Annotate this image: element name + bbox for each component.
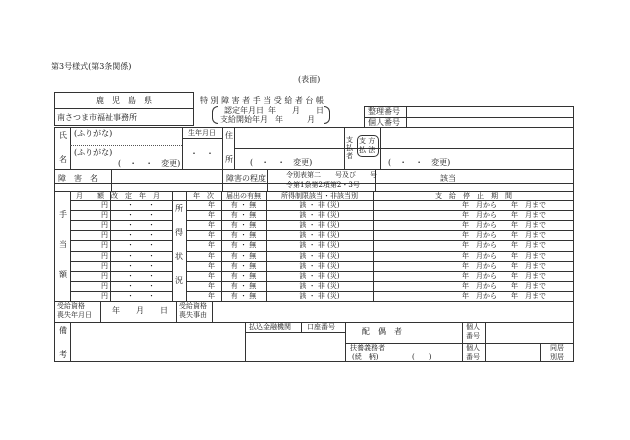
row-yes-no: 有 ・ 無 bbox=[230, 241, 257, 250]
history-limit-header: 所得制限該当・非該当別 bbox=[281, 192, 358, 200]
row-applicable: 該 ・ 非 (災) bbox=[299, 291, 340, 300]
row-applicable: 該 ・ 非 (災) bbox=[299, 221, 340, 230]
row-applicable: 該 ・ 非 (災) bbox=[299, 231, 340, 240]
row-year: 年 bbox=[208, 281, 215, 290]
history-month-header: 月 額 改 定 年 月 bbox=[76, 192, 160, 200]
pay-start-label: 支給開始年月 bbox=[220, 115, 268, 124]
row-stop-period: 年 月から 年 月まで bbox=[462, 261, 546, 270]
history-stop-header: 支 給 停 止 期 間 bbox=[435, 192, 512, 200]
lost-reason-label-2: 喪失事由 bbox=[179, 311, 207, 319]
row-yen: 円 bbox=[101, 231, 108, 240]
row-applicable: 該 ・ 非 (災) bbox=[299, 271, 340, 280]
row-date: ・ ・ bbox=[127, 281, 155, 290]
income-char-1: 所 bbox=[175, 204, 183, 213]
allowance-char-2: 当 bbox=[59, 240, 67, 249]
bank-label: 払込金融機関 bbox=[249, 323, 291, 331]
row-date: ・ ・ bbox=[127, 221, 155, 230]
disability-table-line-2: 令第1条第2項第2・3号 bbox=[286, 181, 360, 189]
remarks-char-2: 考 bbox=[59, 350, 67, 359]
row-year: 年 bbox=[208, 261, 215, 270]
prefecture: 鹿 児 島 県 bbox=[96, 96, 152, 105]
row-yes-no: 有 ・ 無 bbox=[230, 211, 257, 220]
row-stop-period: 年 月から 年 月まで bbox=[462, 281, 546, 290]
row-yes-no: 有 ・ 無 bbox=[230, 291, 257, 300]
address-char-2: 所 bbox=[225, 155, 233, 164]
row-yen: 円 bbox=[101, 221, 108, 230]
row-applicable: 該 ・ 非 (災) bbox=[299, 281, 340, 290]
row-applicable: 該 ・ 非 (災) bbox=[299, 241, 340, 250]
row-year: 年 bbox=[208, 291, 215, 300]
row-year: 年 bbox=[208, 251, 215, 260]
row-date: ・ ・ bbox=[127, 201, 155, 209]
row-date: ・ ・ bbox=[127, 251, 155, 260]
row-year: 年 bbox=[208, 211, 215, 220]
row-yes-no: 有 ・ 無 bbox=[230, 281, 257, 290]
row-yes-no: 有 ・ 無 bbox=[230, 261, 257, 270]
furigana-1: (ふりがな) bbox=[74, 129, 113, 138]
disability-degree-label: 障害の程度 bbox=[226, 174, 266, 183]
history-existence-header: 届出の有無 bbox=[226, 192, 261, 200]
pay-method-line-1: 支 方 bbox=[359, 137, 376, 145]
reg-no-label: 整理番号 bbox=[368, 107, 400, 116]
lost-date-label: 喪失年月日 bbox=[57, 311, 92, 319]
income-char-4: 況 bbox=[175, 276, 183, 285]
income-char-2: 得 bbox=[175, 228, 183, 237]
relation-label: (続 柄) bbox=[352, 353, 379, 361]
birth-label: 生年月日 bbox=[188, 129, 216, 137]
spouse-number-label: 番号 bbox=[466, 332, 480, 340]
disability-table-line-1: 令別表第二 号及び 号 bbox=[286, 171, 377, 179]
row-yes-no: 有 ・ 無 bbox=[230, 201, 257, 209]
row-stop-period: 年 月から 年 月まで bbox=[462, 271, 546, 280]
name-char-2: 名 bbox=[59, 155, 67, 164]
row-stop-period: 年 月から 年 月まで bbox=[462, 251, 546, 260]
side-label: (表面) bbox=[298, 75, 321, 84]
row-date: ・ ・ bbox=[127, 291, 155, 300]
row-yen: 円 bbox=[101, 251, 108, 260]
allowance-char-3: 額 bbox=[59, 270, 67, 279]
row-date: ・ ・ bbox=[127, 241, 155, 250]
support-individual-label: 個人 bbox=[466, 344, 480, 352]
lost-reason-label-1: 受給資格 bbox=[179, 302, 207, 310]
form-title: 特 別 障 害 者 手 当 受 給 者 台 帳 bbox=[200, 96, 324, 105]
spouse-label: 配 偶 者 bbox=[362, 327, 402, 336]
row-applicable: 該 ・ 非 (災) bbox=[299, 261, 340, 270]
cert-date-label: 認定年月日 bbox=[224, 106, 264, 115]
row-date: ・ ・ bbox=[127, 261, 155, 270]
allowance-char-1: 手 bbox=[59, 210, 67, 219]
form-number: 第3号様式(第3条関係) bbox=[51, 62, 132, 71]
row-stop-period: 年 月から 年 月まで bbox=[462, 201, 546, 209]
row-yen: 円 bbox=[101, 281, 108, 290]
birth-dots: ・ ・ bbox=[190, 149, 214, 158]
remarks-char-1: 備 bbox=[59, 326, 67, 335]
pay-change: ( ・ ・ 変更) bbox=[388, 158, 451, 167]
pay-method-line-2: 払 法 bbox=[359, 146, 376, 154]
row-applicable: 該 ・ 非 (災) bbox=[299, 201, 340, 209]
relation-paren: ( ) bbox=[412, 353, 432, 361]
row-yen: 円 bbox=[101, 201, 108, 209]
cert-date-value: 年 月 日 bbox=[268, 106, 324, 115]
row-date: ・ ・ bbox=[127, 211, 155, 220]
personal-no-label: 個人番号 bbox=[368, 118, 400, 127]
row-year: 年 bbox=[208, 231, 215, 240]
row-yen: 円 bbox=[101, 291, 108, 300]
pay-start-value: 年 月 bbox=[275, 115, 315, 124]
row-stop-period: 年 月から 年 月まで bbox=[462, 231, 546, 240]
row-date: ・ ・ bbox=[127, 271, 155, 280]
cohabit-label: 同居 bbox=[550, 344, 564, 352]
name-char-1: 氏 bbox=[59, 131, 67, 140]
lost-date-value: 年 月 日 bbox=[112, 306, 168, 315]
furigana-2: (ふりがな) bbox=[74, 148, 113, 157]
row-date: ・ ・ bbox=[127, 231, 155, 240]
row-stop-period: 年 月から 年 月まで bbox=[462, 291, 546, 300]
row-yes-no: 有 ・ 無 bbox=[230, 231, 257, 240]
account-label: 口座番号 bbox=[307, 323, 335, 331]
name-change: ( ・ ・ 変更) bbox=[118, 159, 181, 168]
history-year-header: 年 次 bbox=[193, 192, 214, 200]
disability-name-label: 障 害 名 bbox=[58, 174, 98, 183]
row-yes-no: 有 ・ 無 bbox=[230, 251, 257, 260]
row-stop-period: 年 月から 年 月まで bbox=[462, 221, 546, 230]
row-yen: 円 bbox=[101, 241, 108, 250]
row-yes-no: 有 ・ 無 bbox=[230, 271, 257, 280]
separate-label: 別居 bbox=[550, 353, 564, 361]
row-year: 年 bbox=[208, 271, 215, 280]
office-name: 南さつま市福祉事務所 bbox=[57, 113, 137, 122]
address-char-1: 住 bbox=[225, 131, 233, 140]
row-stop-period: 年 月から 年 月まで bbox=[462, 241, 546, 250]
row-yen: 円 bbox=[101, 271, 108, 280]
row-year: 年 bbox=[208, 241, 215, 250]
row-yes-no: 有 ・ 無 bbox=[230, 221, 257, 230]
address-change: ( ・ ・ 変更) bbox=[250, 158, 313, 167]
row-year: 年 bbox=[208, 201, 215, 209]
paycheck-label: 支払者 bbox=[346, 136, 353, 160]
support-label: 扶養義務者 bbox=[350, 344, 385, 352]
row-stop-period: 年 月から 年 月まで bbox=[462, 211, 546, 220]
row-applicable: 該 ・ 非 (災) bbox=[299, 251, 340, 260]
row-applicable: 該 ・ 非 (災) bbox=[299, 211, 340, 220]
income-char-3: 状 bbox=[175, 252, 183, 261]
row-yen: 円 bbox=[101, 261, 108, 270]
row-year: 年 bbox=[208, 221, 215, 230]
row-yen: 円 bbox=[101, 211, 108, 220]
disability-applicable: 該当 bbox=[440, 174, 456, 183]
spouse-individual-label: 個人 bbox=[466, 323, 480, 331]
support-number-label: 番号 bbox=[466, 353, 480, 361]
acquired-label: 受給資格 bbox=[57, 302, 85, 310]
